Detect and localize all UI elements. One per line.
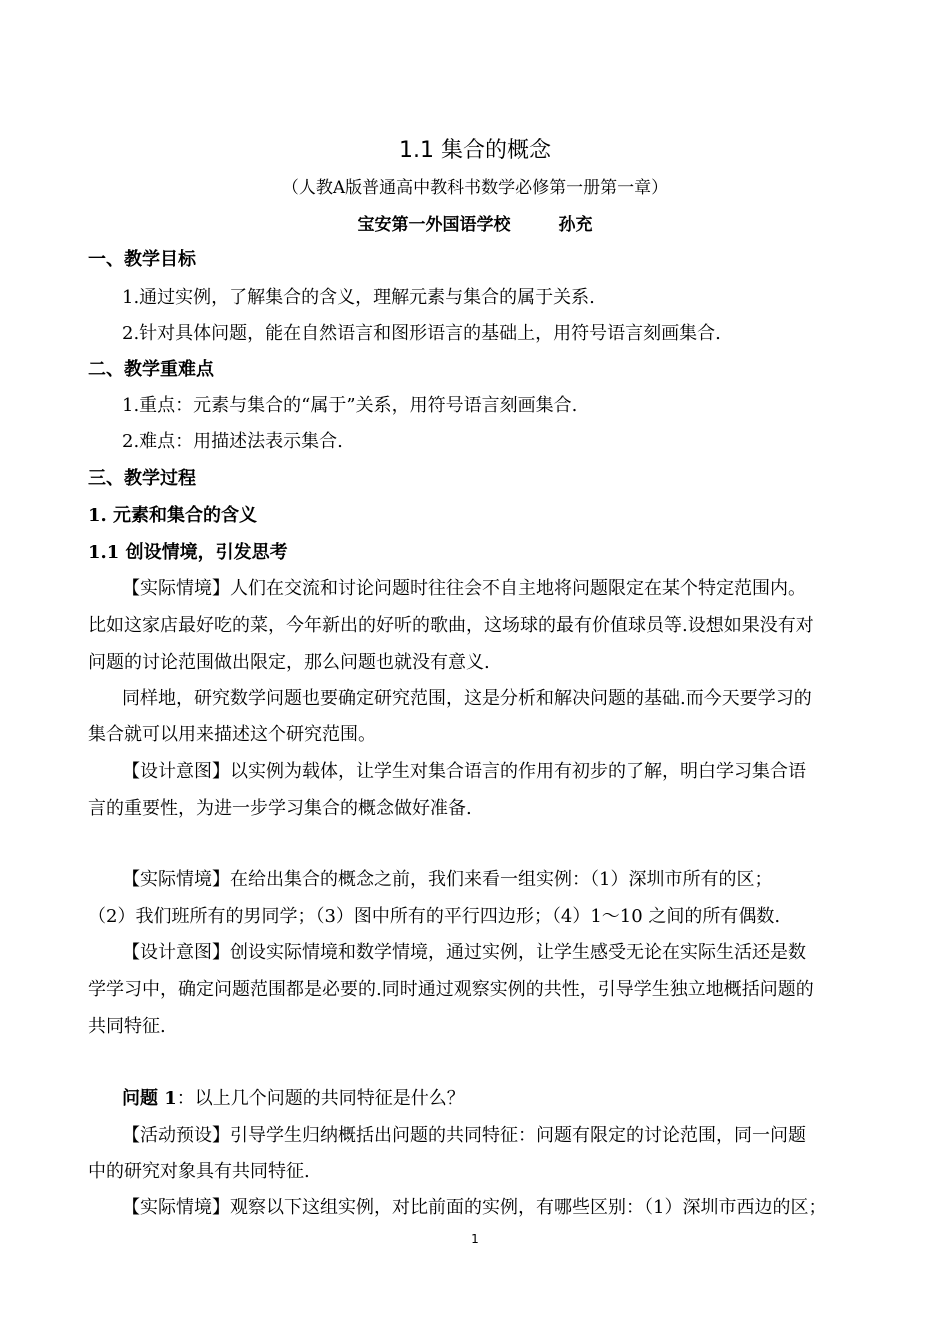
doc-title: 1.1 集合的概念 (399, 138, 551, 163)
paragraph-1-line-2: 比如这家店最好吃的菜，今年新出的好听的歌曲，这场球的最有价值球员等.设想如果没有对 (88, 615, 814, 636)
paragraph-6-line-2: 中的研究对象具有共同特征. (88, 1161, 310, 1182)
author-school: 宝安第一外国语学校 (357, 215, 511, 235)
paragraph-1-line-3: 问题的讨论范围做出限定，那么问题也就没有意义. (88, 652, 490, 673)
section-2-item-2: 2.难点：用描述法表示集合. (122, 431, 343, 452)
paragraph-2-line-1: 同样地，研究数学问题也要确定研究范围，这是分析和解决问题的基础.而今天要学习的 (122, 688, 812, 709)
section-1-item-1: 1.通过实例，了解集合的含义，理解元素与集合的属于关系. (122, 287, 595, 308)
paragraph-4-line-2: （2）我们班所有的男同学；（3）图中所有的平行四边形；（4）1～10 之间的所有偶数. (88, 906, 781, 927)
question-1-label: 问题 1 (122, 1088, 177, 1109)
question-1-text: ：以上几个问题的共同特征是什么？ (176, 1088, 465, 1109)
paragraph-5-line-3: 共同特征. (88, 1016, 166, 1037)
paragraph-3-line-2: 言的重要性，为进一步学习集合的概念做好准备. (88, 798, 472, 819)
doc-author (0, 213, 950, 237)
paragraph-3-line-1: 【设计意图】以实例为载体，让学生对集合语言的作用有初步的了解，明白学习集合语 (122, 761, 806, 782)
paragraph-7-line-1: 【实际情境】观察以下这组实例，对比前面的实例，有哪些区别：（1）深圳市西边的区； (122, 1197, 827, 1218)
doc-subtitle: （人教A版普通高中教科书数学必修第一册第一章） (281, 178, 669, 198)
page-number: 1 (471, 1232, 479, 1246)
author-name: 孙充 (558, 215, 593, 235)
section-3-heading: 三、教学过程 (88, 468, 196, 489)
paragraph-1-line-1: 【实际情境】人们在交流和讨论问题时往往会不自主地将问题限定在某个特定范围内。 (122, 578, 806, 599)
paragraph-5-line-2: 学学习中，确定问题范围都是必要的.同时通过观察实例的共性，引导学生独立地概括问题的 (88, 979, 814, 1000)
section-1-heading: 一、教学目标 (88, 249, 196, 270)
paragraph-2-line-2: 集合就可以用来描述这个研究范围。 (88, 724, 376, 745)
paragraph-5-line-1: 【设计意图】创设实际情境和数学情境，通过实例，让学生感受无论在实际生活还是数 (122, 942, 806, 963)
paragraph-4-line-1: 【实际情境】在给出集合的概念之前，我们来看一组实例：（1）深圳市所有的区； (122, 869, 773, 890)
subsection-1-1-heading: 1.1 创设情境，引发思考 (88, 542, 288, 563)
section-2-item-1: 1.重点：元素与集合的“属于”关系，用符号语言刻画集合. (122, 395, 578, 416)
section-2-heading: 二、教学重难点 (88, 359, 214, 380)
question-1 (122, 1087, 465, 1111)
paragraph-6-line-1: 【活动预设】引导学生归纳概括出问题的共同特征：问题有限定的讨论范围，同一问题 (122, 1125, 806, 1146)
subsection-1-heading: 1. 元素和集合的含义 (88, 505, 258, 526)
section-1-item-2: 2.针对具体问题，能在自然语言和图形语言的基础上，用符号语言刻画集合. (122, 323, 721, 344)
